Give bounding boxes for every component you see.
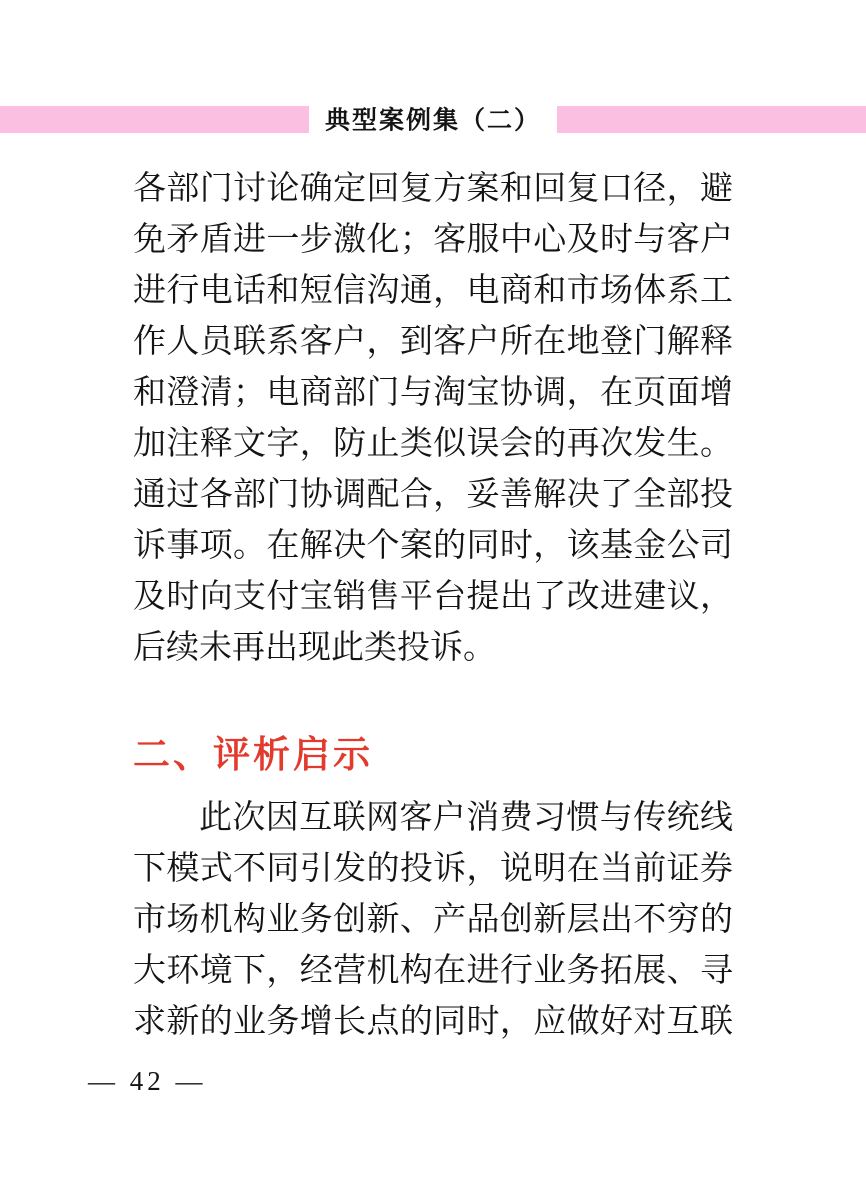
paragraph-line: 和澄清；电商部门与淘宝协调，在页面增 (133, 375, 733, 411)
paragraph-line: 通过各部门协调配合，妥善解决了全部投 (133, 477, 733, 513)
page-number: — 42 — (88, 1066, 207, 1096)
paragraph-1 (133, 164, 733, 674)
page-header (0, 106, 866, 133)
paragraph-line: 进行电话和短信沟通，电商和市场体系工 (133, 273, 733, 309)
paragraph-line: 及时向支付宝销售平台提出了改进建议， (133, 579, 733, 615)
paragraph-line: 下模式不同引发的投诉，说明在当前证券 (133, 851, 733, 887)
section-heading: 二、评析启示 (133, 734, 373, 775)
paragraph-line: 此次因互联网客户消费习惯与传统线 (199, 800, 733, 836)
paragraph-line: 市场机构业务创新、产品创新层出不穷的 (133, 902, 733, 938)
paragraph-line: 作人员联系客户，到客户所在地登门解释 (133, 324, 733, 360)
paragraph-line: 求新的业务增长点的同时，应做好对互联 (133, 1004, 733, 1040)
paragraph-line: 后续未再出现此类投诉。 (133, 630, 496, 666)
paragraph-line: 诉事项。在解决个案的同时，该基金公司 (133, 528, 733, 564)
paragraph-line: 免矛盾进一步激化；客服中心及时与客户 (133, 222, 733, 258)
paragraph-line: 加注释文字，防止类似误会的再次发生。 (133, 426, 733, 462)
paragraph-line: 各部门讨论确定回复方案和回复口径，避 (133, 171, 733, 207)
paragraph-2 (133, 793, 733, 1048)
running-head-title: 典型案例集（二） (309, 97, 557, 139)
paragraph-line: 大环境下，经营机构在进行业务拓展、寻 (133, 953, 733, 989)
body-text-block (133, 164, 733, 1048)
